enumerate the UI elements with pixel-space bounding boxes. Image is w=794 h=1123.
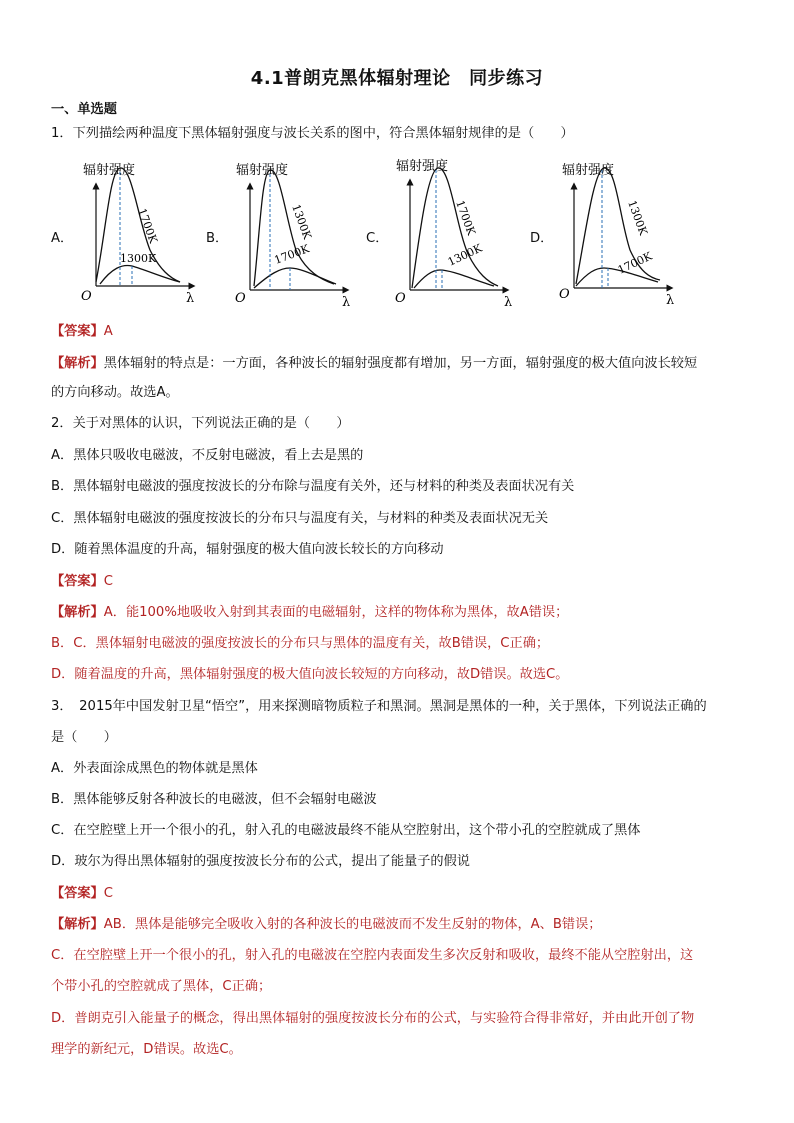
q1-figure-d <box>554 150 679 310</box>
x-axis-label: λ <box>504 295 513 310</box>
analysis-tag: 【解析】 <box>51 605 104 620</box>
page-title: 4.1普朗克黑体辐射理论 同步练习 <box>250 68 544 89</box>
q3-option-a: A．外表面涂成黑色的物体就是黑体 <box>51 761 258 776</box>
y-axis-label: 辐射强度 <box>83 163 136 178</box>
q2-option-b: B．黑体辐射电磁波的强度按波长的分布除与温度有关外，还与材料的种类及表面状况有关 <box>51 479 575 494</box>
q1-analysis-line-1 <box>51 354 751 374</box>
label-low-temp: 1700K <box>272 242 312 267</box>
answer-tag: 【答案】 <box>51 574 104 589</box>
q2-analysis-line-3: D．随着温度的升高，黑体辐射强度的极大值向波长较短的方向移动，故D错误。故选C。 <box>51 667 569 682</box>
q1-figure-b <box>230 150 355 310</box>
origin-label: O <box>559 287 570 302</box>
y-axis-label: 辐射强度 <box>396 159 449 174</box>
curve-low-temp <box>254 268 336 288</box>
answer-tag: 【答案】 <box>51 886 104 901</box>
q2-analysis-line-2: B．C．黑体辐射电磁波的强度按波长的分布只与黑体的温度有关，故B错误，C正确； <box>51 636 550 651</box>
q1-option-d-label: D． <box>530 231 554 246</box>
q2-option-a: A．黑体只吸收电磁波，不反射电磁波，看上去是黑的 <box>51 448 364 463</box>
q1-stem: 1．下列描绘两种温度下黑体辐射强度与波长关系的图中，符合黑体辐射规律的是（ ） <box>51 126 574 141</box>
x-axis-label: λ <box>666 293 675 308</box>
q3-option-c: C．在空腔壁上开一个很小的孔，射入孔的电磁波最终不能从空腔射出，这个带小孔的空腔就成了黑体 <box>51 823 641 838</box>
curve-low-temp <box>414 270 494 288</box>
q1-analysis-line-2: 的方向移动。故选A。 <box>51 385 179 400</box>
q2-stem: 2．关于对黑体的认识，下列说法正确的是（ ） <box>51 416 350 431</box>
answer-tag: 【答案】 <box>51 324 104 339</box>
label-high-temp: 1700K <box>135 206 160 246</box>
origin-label: O <box>81 289 92 304</box>
q3-stem-line-1: 3． 2015年中国发射卫星“悟空”，用来探测暗物质粒子和黑洞。黑洞是黑体的一种，关于黑体，下列说法正确的 <box>51 699 707 714</box>
q3-analysis-line-1 <box>51 915 751 935</box>
section-heading: 一、单选题 <box>51 102 117 117</box>
y-axis-label: 辐射强度 <box>236 163 289 178</box>
q3-option-b: B．黑体能够反射各种波长的电磁波，但不会辐射电磁波 <box>51 792 377 807</box>
origin-label: O <box>235 291 246 306</box>
curve-low-temp <box>576 268 658 286</box>
x-axis-label: λ <box>342 295 351 310</box>
q2-analysis-line-1 <box>51 603 751 623</box>
answer-value: A <box>103 324 113 339</box>
q3-option-d: D．玻尔为得出黑体辐射的强度按波长分布的公式，提出了能量子的假说 <box>51 854 470 869</box>
label-low-temp: 1300K <box>445 241 485 269</box>
q2-answer <box>51 572 751 592</box>
q1-option-c-label: C． <box>366 231 389 246</box>
y-axis-label: 辐射强度 <box>562 163 615 178</box>
q3-answer <box>51 884 751 904</box>
q1-figure-a <box>76 150 201 310</box>
label-high-temp: 1700K <box>453 198 478 238</box>
x-axis-label: λ <box>186 291 195 306</box>
label-high-temp: 1300K <box>625 198 650 238</box>
q3-analysis-line-3: 个带小孔的空腔就成了黑体，C正确； <box>51 979 272 994</box>
analysis-text: AB．黑体是能够完全吸收入射的各种波长的电磁波而不发生反射的物体，A、B错误； <box>103 917 602 932</box>
q3-analysis-line-2: C．在空腔壁上开一个很小的孔，射入孔的电磁波在空腔内表面发生多次反射和吸收，最终不能从空腔射出，这 <box>51 948 694 963</box>
label-low-temp: 1700K <box>615 249 655 277</box>
q1-answer <box>51 322 751 342</box>
origin-label: O <box>395 291 406 306</box>
label-low-temp: 1300K <box>120 252 157 265</box>
analysis-text: A．能100%地吸收入射到其表面的电磁辐射，这样的物体称为黑体，故A错误； <box>103 605 569 620</box>
answer-value: C <box>103 886 113 901</box>
q3-stem-line-2: 是（ ） <box>51 730 117 745</box>
curve-high-temp <box>412 168 498 288</box>
q1-figure-c <box>390 150 515 310</box>
q3-analysis-line-5: 理学的新纪元，D错误。故选C。 <box>51 1042 242 1057</box>
label-high-temp: 1300K <box>289 202 314 242</box>
analysis-text: 黑体辐射的特点是：一方面，各种波长的辐射强度都有增加，另一方面，辐射强度的极大值向波长较短 <box>103 356 698 371</box>
q2-option-c: C．黑体辐射电磁波的强度按波长的分布只与温度有关，与材料的种类及表面状况无关 <box>51 511 549 526</box>
analysis-tag: 【解析】 <box>51 917 104 932</box>
q1-option-a-label: A． <box>51 231 74 246</box>
analysis-tag: 【解析】 <box>51 356 104 371</box>
q2-option-d: D．随着黑体温度的升高，辐射强度的极大值向波长较长的方向移动 <box>51 542 444 557</box>
q1-option-b-label: B． <box>206 231 229 246</box>
answer-value: C <box>103 574 113 589</box>
q3-analysis-line-4: D．普朗克引入能量子的概念，得出黑体辐射的强度按波长分布的公式，与实验符合得非常好，并由此开创了物 <box>51 1011 695 1026</box>
